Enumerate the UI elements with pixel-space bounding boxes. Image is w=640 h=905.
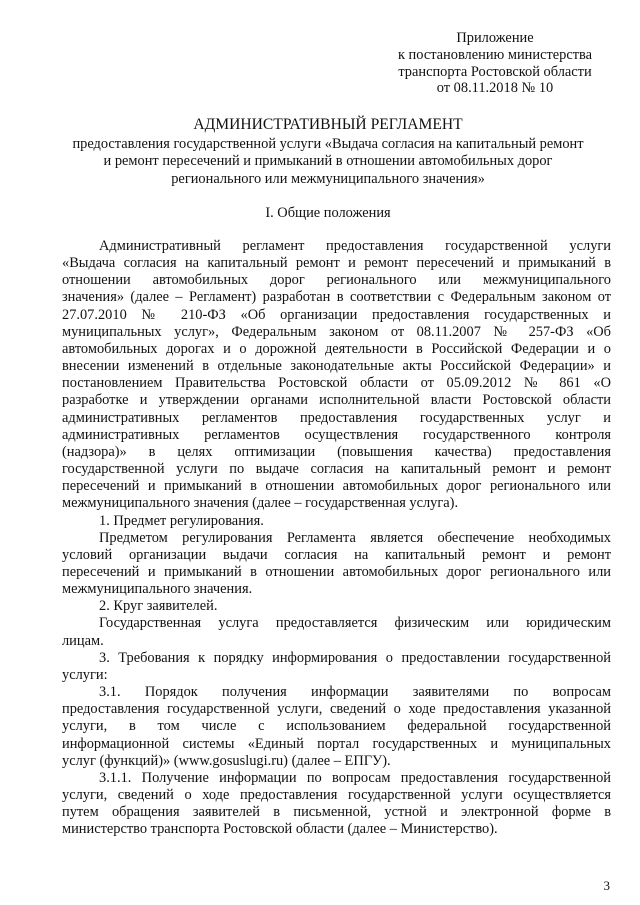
body-line: «Выдача согласия на капитальный ремонт и ремонт пересечений и примыканий в	[62, 255, 611, 272]
subtitle-line: и ремонт пересечений и примыканий в отношении автомобильных дорог	[103, 153, 553, 170]
body-line: услуги, в том числе с использованием федеральной государственной	[62, 718, 611, 735]
approval-line: к постановлению министерства	[397, 46, 593, 63]
document-title: АДМИНИСТРАТИВНЫЙ РЕГЛАМЕНТ	[193, 116, 463, 133]
body-line: услуг (функций)» (www.gosuslugi.ru) (далее – ЕПГУ).	[62, 752, 391, 769]
body-line: (надзора)» в целях оптимизации (повышения качества) предоставления	[62, 443, 611, 460]
body-line: Административный регламент предоставления государственной услуги	[99, 238, 611, 254]
body-line: административных регламентов предоставления государственных услуг и	[62, 409, 611, 426]
body-line: автомобильных дорогах и о дорожной деятельности в Российской Федерации и о	[62, 340, 611, 357]
body-line: лицам.	[62, 632, 104, 649]
body-line: государственной услуги по выдаче согласия на капитальный ремонт и ремонт	[62, 461, 611, 478]
item-heading: 2. Круг заявителей.	[99, 598, 218, 615]
body-line: постановлением Правительства Ростовской области от 05.09.2012 № 861 «О	[62, 375, 611, 392]
subtitle-line: регионального или межмуниципального значения»	[171, 170, 485, 187]
body-line: отношении автомобильных дорог регионального или межмуниципального	[62, 272, 611, 289]
body-line: Предметом регулирования Регламента является обеспечение необходимых	[99, 529, 611, 546]
body-line: разработке и утверждении органами исполнительной власти Ростовской области	[62, 392, 611, 409]
body-line: услуги, сведений о ходе предоставления государственной услуги осуществляется	[62, 787, 611, 803]
section-heading: I. Общие положения	[265, 205, 391, 221]
item-heading: 3. Требования к порядку информирования о предоставлении государственной	[99, 649, 611, 666]
body-text	[62, 238, 611, 838]
body-line: предоставления государственной услуги, сведений о ходе предоставления указанной	[62, 701, 611, 718]
approval-line: транспорта Ростовской области	[398, 63, 592, 80]
body-line: пересечений и примыканий в отношении автомобильных дорог регионального или	[62, 478, 611, 495]
approval-line: Приложение	[456, 30, 534, 46]
body-line: Государственная услуга предоставляется физическим или юридическим	[99, 615, 611, 632]
item-heading: 1. Предмет регулирования.	[99, 512, 264, 529]
page-number: 3	[603, 878, 610, 893]
body-line: 27.07.2010 № 210-ФЗ «Об организации предоставления государственных и	[62, 306, 611, 323]
body-line: министерство транспорта Ростовской области (далее – Министерство).	[62, 821, 498, 838]
approval-line: от 08.11.2018 № 10	[436, 80, 554, 97]
body-line: межмуниципального значения (далее – государственная услуга).	[62, 495, 459, 512]
body-line: пересечений и примыканий в отношении автомобильных дорог регионального или	[62, 563, 611, 580]
body-line: муниципальных услуг», Федеральным законом от 08.11.2007 № 257-ФЗ «Об	[62, 323, 611, 340]
body-line: информационной системы «Единый портал государственных и муниципальных	[62, 735, 611, 752]
body-line: услуги:	[62, 666, 108, 683]
body-line: путем обращения заявителей в письменной, устной и электронной форме в	[62, 804, 611, 821]
subtitle-line: предоставления государственной услуги «Выдача согласия на капитальный ремонт	[72, 136, 584, 152]
approval-block	[360, 30, 630, 97]
body-line: значения» (далее – Регламент) разработан в соответствии с Федеральным законом от	[62, 289, 611, 306]
body-line: условий организации выдачи согласия на капитальный ремонт и ремонт	[62, 546, 611, 563]
body-line: 3.1. Порядок получения информации заявителями по вопросам	[99, 684, 611, 701]
body-line: 3.1.1. Получение информации по вопросам предоставления государственной	[99, 769, 611, 786]
document-subtitle	[40, 136, 616, 188]
body-line: внесении изменений в отдельные законодательные акты Российской Федерации» и	[62, 358, 611, 375]
body-line: межмуниципального значения.	[62, 581, 253, 598]
body-line: административных регламентов осуществления государственного контроля	[62, 426, 611, 443]
